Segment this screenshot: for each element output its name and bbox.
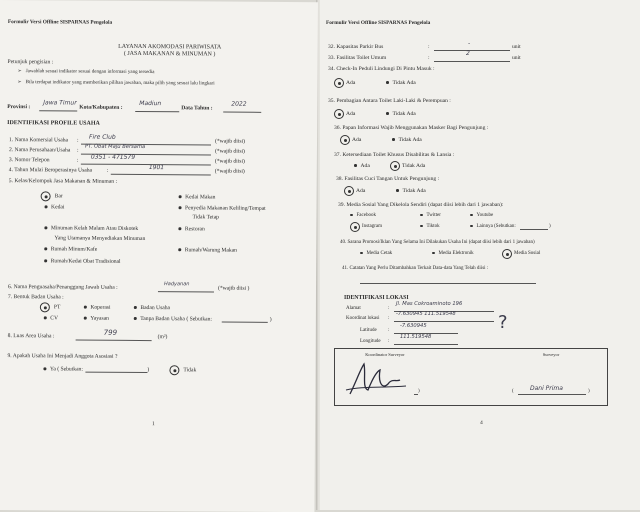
q36-ada-circled[interactable] bbox=[340, 135, 350, 145]
form-title: LAYANAN AKOMODASI PARIWISATA bbox=[118, 43, 222, 51]
q38-ada: Ada bbox=[356, 188, 366, 194]
option-penyedia[interactable]: Penyedia Makanan Keliling/Tempat bbox=[179, 205, 266, 212]
q4-value[interactable]: 1901 bbox=[148, 164, 165, 172]
option-ya[interactable]: Ya ( Sebutkan: bbox=[43, 366, 83, 373]
form-page-left bbox=[0, 0, 318, 512]
option-youtube[interactable]: Youtube bbox=[470, 213, 493, 220]
q4-label: 4. Tahun Mulai Beroperasinya Usaha bbox=[8, 167, 93, 174]
option-pt: PT bbox=[53, 304, 61, 311]
q33-unit: unit bbox=[512, 55, 521, 61]
q8-value[interactable]: 799 bbox=[103, 328, 118, 337]
location-title: IDENTIFIKASI LOKASI bbox=[344, 295, 409, 301]
option-media-cetak[interactable]: Media Cetak bbox=[360, 251, 392, 258]
paren: ( bbox=[512, 389, 514, 394]
coordinator-signature bbox=[342, 360, 412, 400]
q2-value[interactable]: PT. Obat Maju Bersama bbox=[84, 143, 146, 151]
instruction-2: ➢ Bila terdapat indikator yang memberikan pilihan jawaban, maka pilih yang sesuai lalu lingkari bbox=[17, 80, 215, 87]
q1-label: 1. Nama Komersial Usaha bbox=[9, 137, 69, 144]
q39-label: 39. Media Sosial Yang Dikelola Sendiri (dapat diisi lebih dari 1 jawaban): bbox=[338, 202, 504, 208]
option-tiktok[interactable]: Tiktok bbox=[420, 224, 440, 231]
instagram-circled[interactable] bbox=[350, 222, 360, 232]
option-cv[interactable]: CV bbox=[44, 315, 58, 322]
q35-tidak-ada[interactable]: Tidak Ada bbox=[386, 111, 416, 118]
option-kedai-makan[interactable]: Kedai Makan bbox=[179, 194, 216, 201]
q37-tidak-ada: Tidak Ada bbox=[402, 163, 426, 169]
longitude-label: Longitude bbox=[360, 339, 381, 344]
q3-required: (*wajib diisi) bbox=[214, 158, 245, 165]
form-header: Formulir Versi Offline SISPARNAS Pengelola bbox=[326, 20, 431, 26]
coordinates-line bbox=[394, 321, 494, 322]
ya-line bbox=[85, 372, 147, 373]
surveyor-name[interactable]: Dani Prima bbox=[530, 385, 563, 392]
option-tanpa-badan[interactable]: Tanpa Badan Usaha ( Sebutkan: bbox=[134, 316, 212, 323]
q32-line bbox=[434, 50, 510, 51]
tidak-option-circled[interactable] bbox=[169, 365, 179, 375]
q35-ada: Ada bbox=[346, 111, 356, 117]
pt-option-circled[interactable] bbox=[40, 302, 50, 312]
colon: : bbox=[106, 167, 109, 174]
form-header: Formulir Versi Offline SISPARNAS Pengelola bbox=[7, 19, 113, 26]
q9-label: 9. Apakah Usaha Ini Menjadi Anggota Asosiasi ? bbox=[7, 353, 118, 360]
arrow-icon: ➢ bbox=[17, 69, 22, 75]
option-lainnya[interactable]: Lainnya (Sebutkan: bbox=[470, 224, 516, 231]
q8-line bbox=[76, 340, 152, 342]
option-restoran[interactable]: Restoran bbox=[178, 226, 204, 233]
option-badan-usaha[interactable]: Badan Usaha bbox=[134, 305, 170, 312]
option-rumah-minum[interactable]: Rumah Minum/Kafe bbox=[44, 246, 97, 253]
q34-tidak-ada[interactable]: Tidak Ada bbox=[386, 80, 416, 87]
media-sosial-circled[interactable] bbox=[502, 249, 512, 259]
province-line bbox=[39, 110, 77, 111]
option-tidak-tetap: Tidak Tetap bbox=[192, 214, 220, 221]
q35-ada-circled[interactable] bbox=[334, 109, 344, 119]
paren: ) bbox=[147, 367, 150, 374]
q8-unit: (m²) bbox=[157, 334, 168, 341]
year-label: Data Tahun : bbox=[181, 105, 213, 112]
option-media-elektronik[interactable]: Media Elektronik bbox=[432, 251, 474, 258]
colon: : bbox=[388, 328, 390, 333]
q3-line bbox=[81, 164, 211, 166]
q1-required: (*wajib diisi) bbox=[214, 138, 246, 145]
lainnya-line bbox=[520, 229, 548, 230]
option-minuman[interactable]: Minuman Kelah Malam Atau Diskotek bbox=[44, 225, 138, 232]
colon: : bbox=[76, 147, 79, 154]
option-bar: Bar bbox=[54, 193, 63, 200]
page-number: 4 bbox=[480, 420, 483, 426]
form-subtitle: ( JASA MAKANAN & MINUMAN ) bbox=[123, 50, 216, 58]
q33-line bbox=[434, 61, 510, 62]
q1-value[interactable]: Fire Club bbox=[89, 133, 116, 141]
q4-required: (*wajib diisi) bbox=[214, 168, 245, 175]
form-page-right bbox=[320, 0, 640, 510]
question-mark: ? bbox=[498, 312, 508, 333]
q6-line bbox=[158, 291, 214, 292]
option-twitter[interactable]: Twitter bbox=[420, 213, 441, 220]
colon: : bbox=[76, 157, 79, 164]
regency-value[interactable]: Madiun bbox=[139, 99, 162, 108]
q3-label: 3. Nomor Telepon bbox=[8, 157, 50, 164]
q7-label: 7. Bentuk Badan Usaha : bbox=[7, 294, 64, 301]
q36-label: 36. Papan Informasi Wajib Menggunakan Masker Bagi Pengunjung : bbox=[334, 125, 489, 131]
surveyor-line bbox=[518, 394, 586, 395]
q38-ada-circled[interactable] bbox=[344, 186, 354, 196]
option-facebook[interactable]: Facebook bbox=[350, 213, 376, 220]
q4-line bbox=[111, 174, 211, 176]
q8-label-text: 8. Luas Area Usaha : bbox=[7, 333, 55, 340]
coordinates-label: Koordinat lokasi bbox=[346, 316, 380, 321]
q32-label: 32. Kapasitas Parkir Bus bbox=[328, 44, 384, 50]
coordinates-value[interactable]: -7.630945 111.519548 bbox=[396, 311, 456, 317]
q37-ada[interactable]: Ada bbox=[354, 163, 370, 170]
q6-value[interactable]: Hadyanan bbox=[163, 281, 190, 288]
arrow-icon: ➢ bbox=[17, 80, 22, 86]
option-instagram: Instagram bbox=[362, 224, 382, 229]
paren: ) bbox=[269, 316, 272, 323]
colon: : bbox=[76, 137, 79, 144]
option-rumah-kedai[interactable]: Rumah/Kedai Obat Tradisional bbox=[44, 258, 120, 265]
paren: ) bbox=[588, 389, 590, 394]
colon: : bbox=[428, 44, 430, 50]
paren: ) bbox=[549, 224, 551, 229]
page-number: 1 bbox=[152, 421, 155, 428]
address-label: Alamat bbox=[346, 306, 361, 311]
latitude-value[interactable]: -7.630945 bbox=[400, 323, 427, 329]
colon: : bbox=[388, 306, 390, 311]
longitude-line bbox=[394, 344, 458, 345]
q2-required: (*wajib diisi) bbox=[214, 148, 245, 155]
year-line bbox=[223, 112, 261, 113]
surveyor-label: Surveyor bbox=[542, 352, 560, 357]
option-yayasan[interactable]: Yayasan bbox=[84, 316, 109, 323]
section-title: IDENTIFIKASI PROFILE USAHA bbox=[7, 120, 100, 127]
q36-ada: Ada bbox=[352, 137, 362, 143]
instruction-1: ➢ Jawablah sesuai indikator sesuai dengan informasi yang tersedia bbox=[17, 69, 155, 76]
latitude-label: Latitude bbox=[360, 328, 377, 333]
option-rumah-makan[interactable]: Rumah/Warung Makan bbox=[178, 247, 237, 254]
year-value[interactable]: 2022 bbox=[231, 100, 247, 108]
province-label: Provinsi : bbox=[7, 104, 31, 111]
q5-label: 5. Kelas/Kelompok Jasa Makanan & Minuman : bbox=[8, 178, 118, 185]
option-minuman-2: Yang Utamanya Menyediakan Minuman bbox=[54, 235, 146, 243]
instructions-label: Petunjuk pengisian : bbox=[7, 59, 54, 66]
longitude-value[interactable]: 111.519548 bbox=[400, 334, 432, 340]
q33-label: 33. Fasilitas Toilet Umum bbox=[328, 55, 387, 61]
q2-label: 2. Nama Perusahaan/Usaha bbox=[8, 147, 71, 154]
q40-label: 40. Sarana Promosi/Iklan Yang Selama Ini Dilakukan Usaha Ini (dapat diisi lebih dari 1 jawaban) bbox=[340, 240, 535, 245]
colon: : bbox=[388, 316, 390, 321]
q34-ada-circled[interactable] bbox=[334, 78, 344, 88]
q34-ada: Ada bbox=[346, 80, 356, 86]
q6-required: (*wajib diisi ) bbox=[217, 285, 250, 292]
coordinator-label: Koordinator Surveyor bbox=[365, 352, 405, 357]
colon: : bbox=[388, 339, 390, 344]
paren: ) bbox=[418, 389, 420, 394]
option-tidak: Tidak bbox=[183, 367, 197, 374]
province-value[interactable]: Jawa Timur bbox=[43, 99, 77, 107]
q37-label: 37. Ketersediaan Toilet Khusus Disabilitas & Lansia : bbox=[334, 152, 455, 158]
q3-value[interactable]: 0351 - 471579 bbox=[90, 153, 136, 161]
q41-label: 41. Catatan Yang Perlu Ditambahkan Terkait Data-data Yang Telah diisi : bbox=[342, 266, 489, 271]
option-koperasi[interactable]: Koperasi bbox=[84, 305, 111, 312]
q32-value[interactable]: - bbox=[468, 40, 471, 47]
q35-label: 35. Pembagian Antara Toilet Laki-Laki & Perempuan : bbox=[328, 98, 451, 104]
regency-label: Kota/Kabupaten : bbox=[79, 104, 123, 111]
q36-tidak-ada[interactable]: Tidak Ada bbox=[392, 137, 422, 144]
option-kedai[interactable]: Kedai bbox=[45, 204, 65, 211]
q34-label: 34. Check-In Peduli Lindungi Di Pintu Masuk : bbox=[328, 66, 435, 72]
q33-value[interactable]: 2 bbox=[466, 50, 470, 57]
tanpa-line bbox=[222, 322, 268, 323]
q38-label: 38. Fasilitas Cuci Tangan Untuk Pengunjung : bbox=[336, 176, 440, 182]
bar-option-circled[interactable] bbox=[41, 191, 51, 201]
colon: : bbox=[428, 55, 430, 61]
q37-tidak-ada-circled[interactable] bbox=[390, 161, 400, 171]
q32-unit: unit bbox=[512, 44, 521, 50]
q6-label: 6. Nama Penguasaha/Penanggung Jawab Usaha : bbox=[7, 284, 118, 291]
q38-tidak-ada[interactable]: Tidak Ada bbox=[396, 188, 426, 195]
option-media-sosial: Media Sosial bbox=[514, 251, 541, 256]
address-value[interactable]: Jl. Mas Cokroaminoto 196 bbox=[396, 301, 463, 307]
regency-line bbox=[135, 111, 179, 112]
q41-line bbox=[360, 283, 536, 284]
